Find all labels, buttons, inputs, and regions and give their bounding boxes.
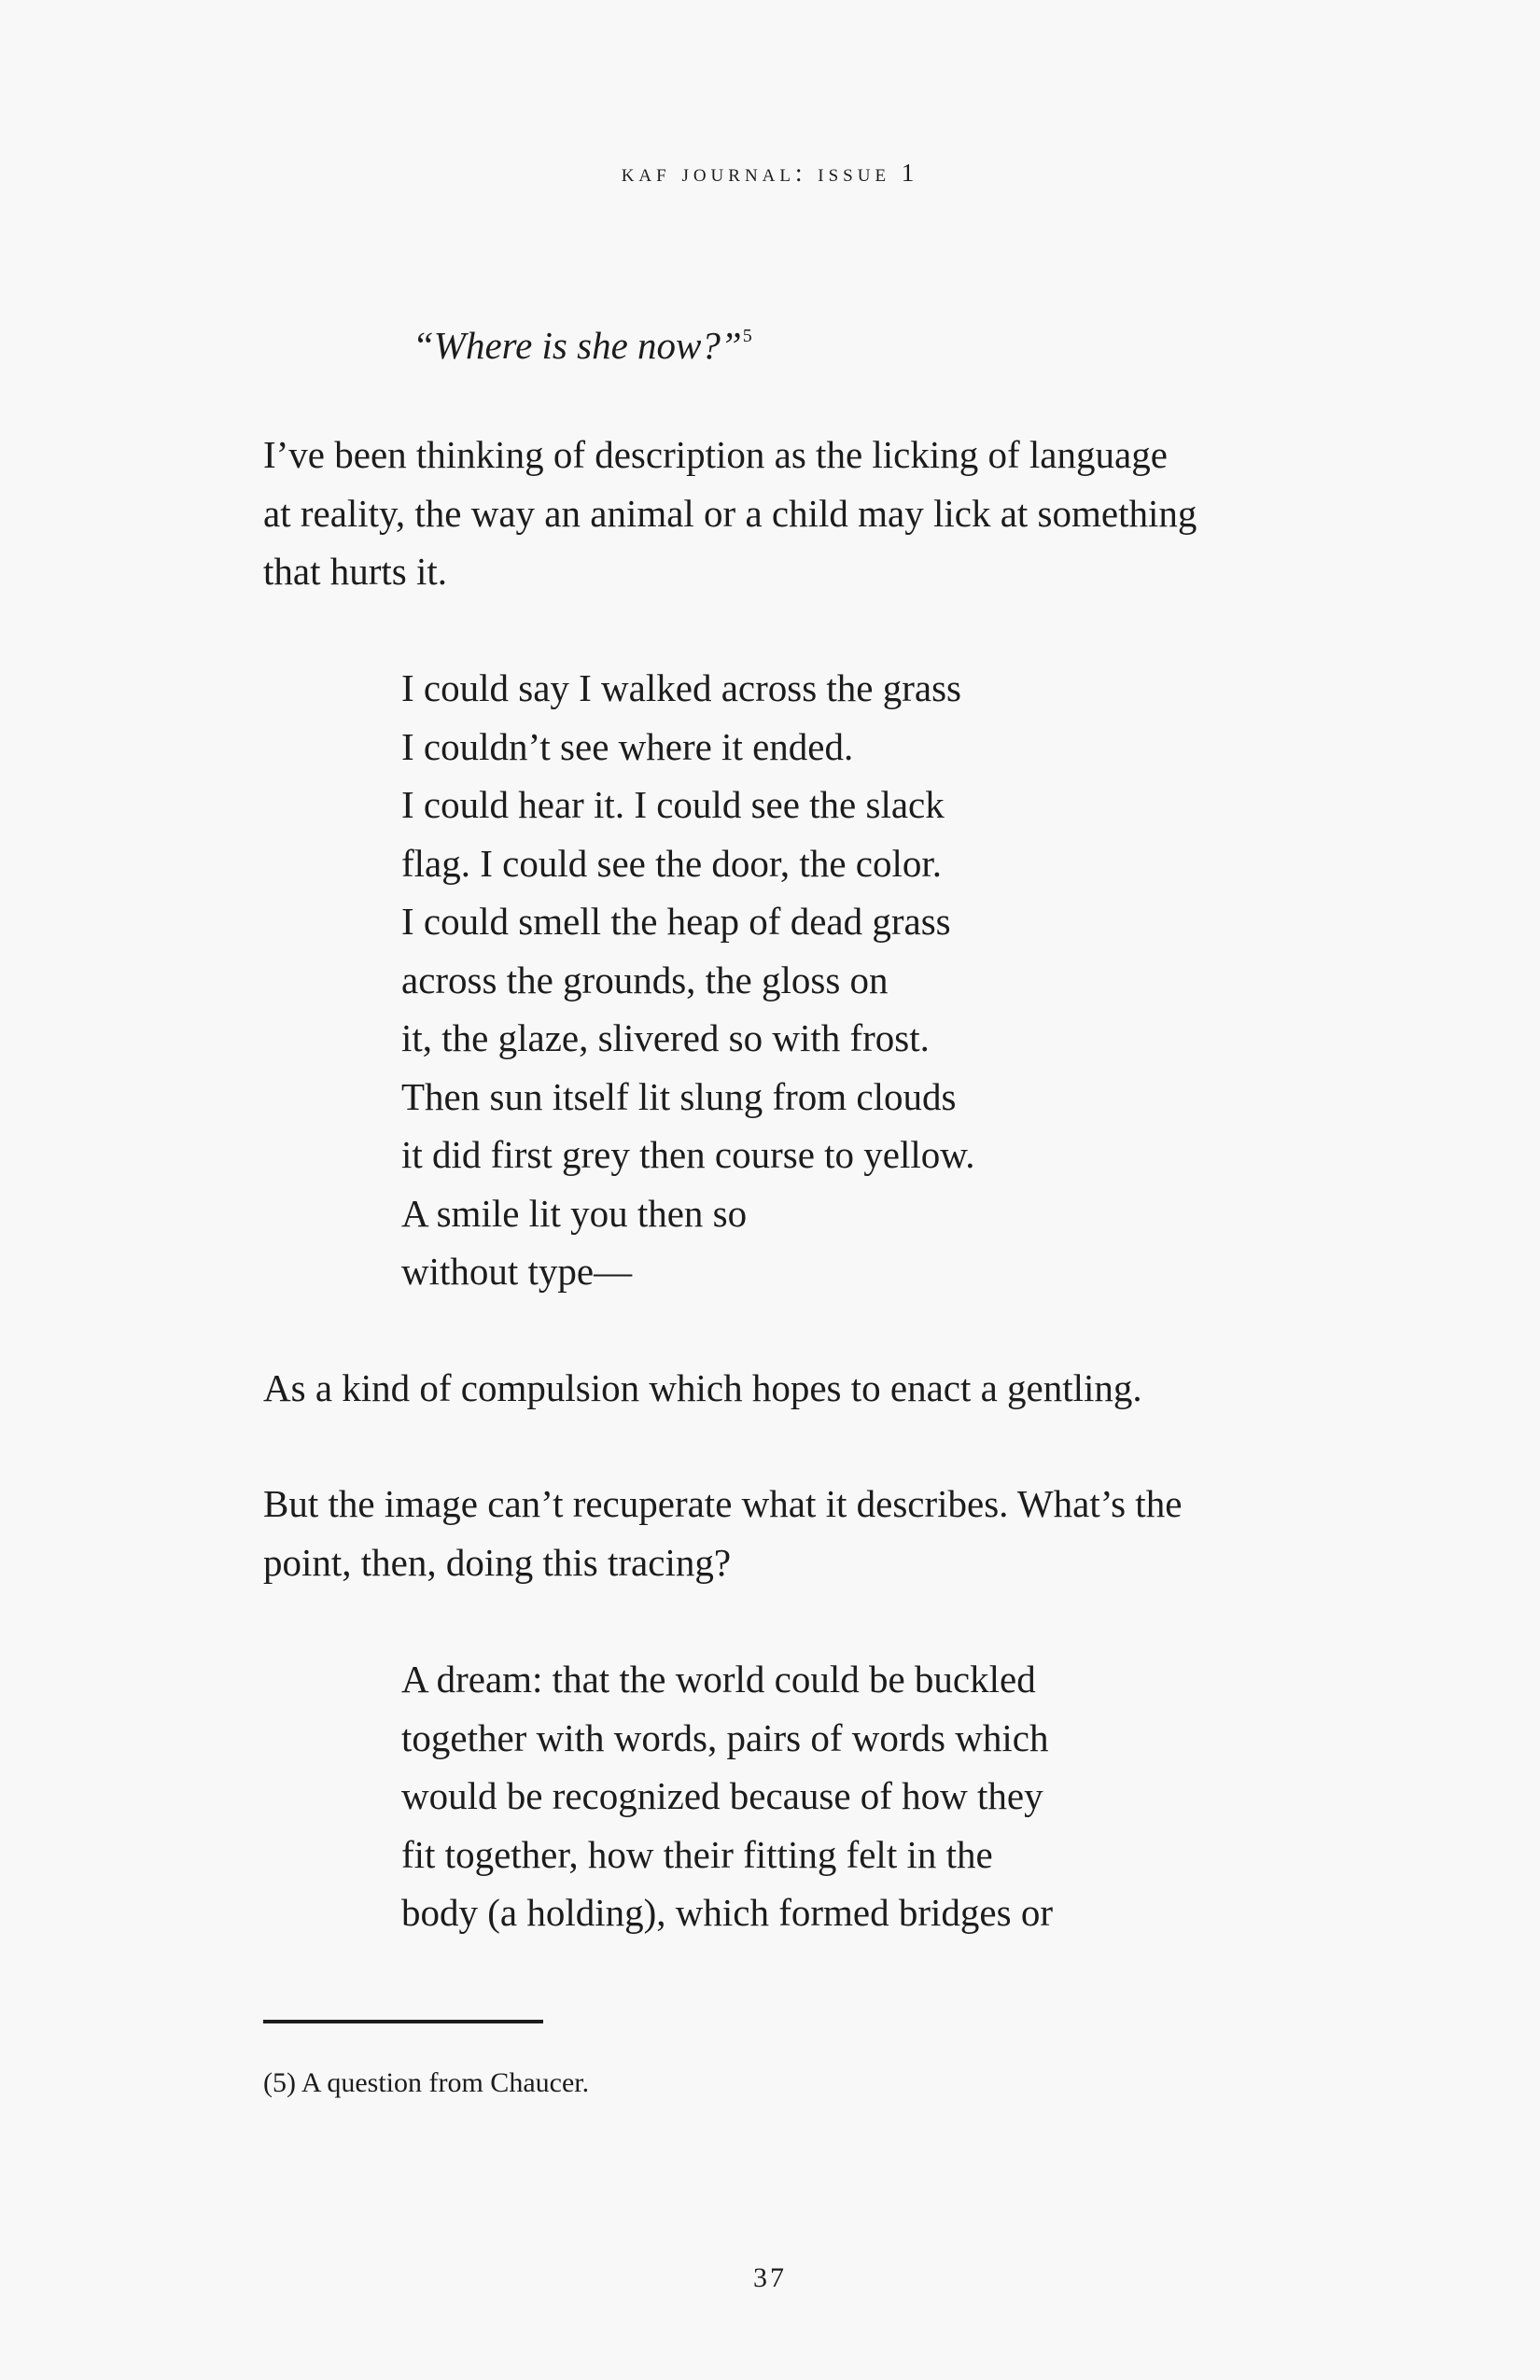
poem-line: fit together, how their fitting felt in the: [401, 1832, 993, 1876]
poem-line: Then sun itself lit slung from clouds: [401, 1074, 957, 1118]
poem-line: it, the glaze, slivered so with frost.: [401, 1016, 930, 1059]
page-number: 37: [753, 2262, 787, 2293]
poem-stanza-grass: [401, 659, 974, 1301]
epigraph-text: “Where is she now?”: [413, 324, 742, 367]
poem-line: body (a holding), which formed bridges or: [401, 1891, 1053, 1934]
poem-line: would be recognized because of how they: [401, 1774, 1043, 1817]
poem-line: without type—: [401, 1250, 633, 1293]
poem-line: A dream: that the world could be buckled: [401, 1658, 1036, 1701]
text-line: point, then, doing this tracing?: [263, 1540, 732, 1584]
running-head: kaf journal: issue 1: [621, 159, 919, 187]
text-line: at reality, the way an animal or a child may lick at something: [263, 491, 1197, 535]
text-line: I’ve been thinking of description as the licking of language: [263, 433, 1168, 476]
poem-line: together with words, pairs of words which: [401, 1715, 1049, 1759]
poem-line: flag. I could see the door, the color.: [401, 841, 943, 885]
text-line: But the image can’t recuperate what it describes. What’s the: [263, 1482, 1183, 1525]
footnote: (5) A question from Chaucer.: [263, 2067, 590, 2098]
poem-line: I could say I walked across the grass: [401, 666, 962, 709]
text-line: As a kind of compulsion which hopes to enact a gentling.: [263, 1366, 1142, 1409]
paragraph-image: [263, 1475, 1318, 1591]
poem-line: it did first grey then course to yellow.: [401, 1133, 975, 1176]
poem-stanza-dream: [401, 1650, 1053, 1942]
poem-line: I could hear it. I could see the slack: [401, 783, 945, 826]
footnote-reference: 5: [742, 326, 752, 346]
poem-line: across the grounds, the gloss on: [401, 958, 889, 1001]
paragraph-description: [263, 426, 1318, 601]
poem-line: I could smell the heap of dead grass: [401, 900, 951, 943]
text-line: that hurts it.: [263, 550, 448, 593]
poem-line: I couldn’t see where it ended.: [401, 724, 854, 768]
poem-line: A smile lit you then so: [401, 1191, 748, 1235]
footnote-divider: [263, 2020, 543, 2023]
epigraph: [413, 308, 752, 373]
paragraph-compulsion: [263, 1359, 1318, 1418]
